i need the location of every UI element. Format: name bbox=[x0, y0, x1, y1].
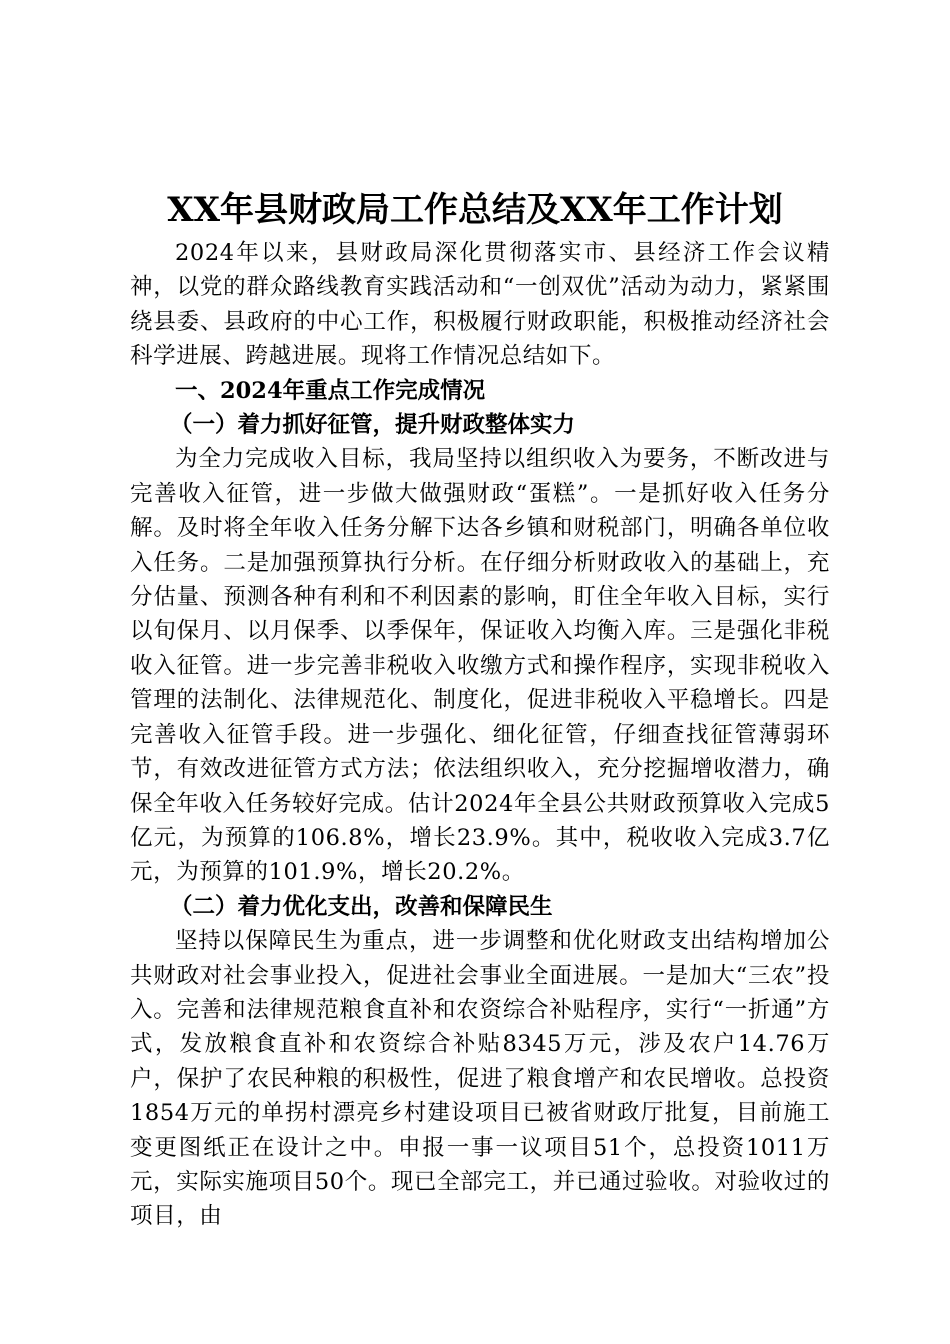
subsection-2-paragraph: 坚持以保障民生为重点，进一步调整和优化财政支出结构增加公共财政对社会事业投入，促进社会事业全面进展。一是加大“三农”投入。完善和法律规范粮食直补和农资综合补贴程序，实行“一折通”方式，发放粮食直补和农资综合补贴8345万元，涉及农户14.76万户，保护了农民种粮的积极性，促进了粮食增产和农民增收。总投资1854万元的单拐村漂亮乡村建设项目已被省财政厅批复，目前施工变更图纸正在设计之中。申报一事一议项目51个，总投资1011万元，实际实施项目50个。现已全部完工，并已通过验收。对验收过的项目，由 bbox=[130, 928, 830, 1230]
document-title: XX年县财政局工作总结及XX年工作计划 bbox=[167, 190, 783, 230]
section-heading-1: 一、2024年重点工作完成情况 bbox=[175, 377, 486, 404]
subsection-1-paragraph: 为全力完成收入目标，我局坚持以组织收入为要务，不断改进与完善收入征管，进一步做大做强财政“蛋糕”。一是抓好收入任务分解。及时将全年收入任务分解下达各乡镇和财税部门，明确各单位收入任务。二是加强预算执行分析。在仔细分析财政收入的基础上，充分估量、预测各种有利和不利因素的影响，盯住全年收入目标，实行以旬保月、以月保季、以季保年，保证收入均衡入库。三是强化非税收入征管。进一步完善非税收入收缴方式和操作程序，实现非税收入管理的法制化、法律规范化、制度化，促进非税收入平稳增长。四是完善收入征管手段。进一步强化、细化征管，仔细查找征管薄弱环节，有效改进征管方式方法；依法组织收入，充分挖掘增收潜力，确保全年收入任务较好完成。估计2024年全县公共财政预算收入完成5亿元，为预算的106.8%，增长23.9%。其中，税收收入完成3.7亿元，为预算的101.9%，增长20.2%。 bbox=[130, 446, 830, 886]
subsection-heading-2: （二）着力优化支出，改善和保障民生 bbox=[170, 893, 553, 920]
subsection-heading-1: （一）着力抓好征管，提升财政整体实力 bbox=[170, 412, 576, 439]
intro-paragraph: 2024年以来，县财政局深化贯彻落实市、县经济工作会议精神，以党的群众路线教育实践活动和“一创双优”活动为动力，紧紧围绕县委、县政府的中心工作，积极履行财政职能，积极推动经济社会科学进展、跨越进展。现将工作情况总结如下。 bbox=[130, 240, 830, 370]
document-body bbox=[130, 236, 830, 1234]
